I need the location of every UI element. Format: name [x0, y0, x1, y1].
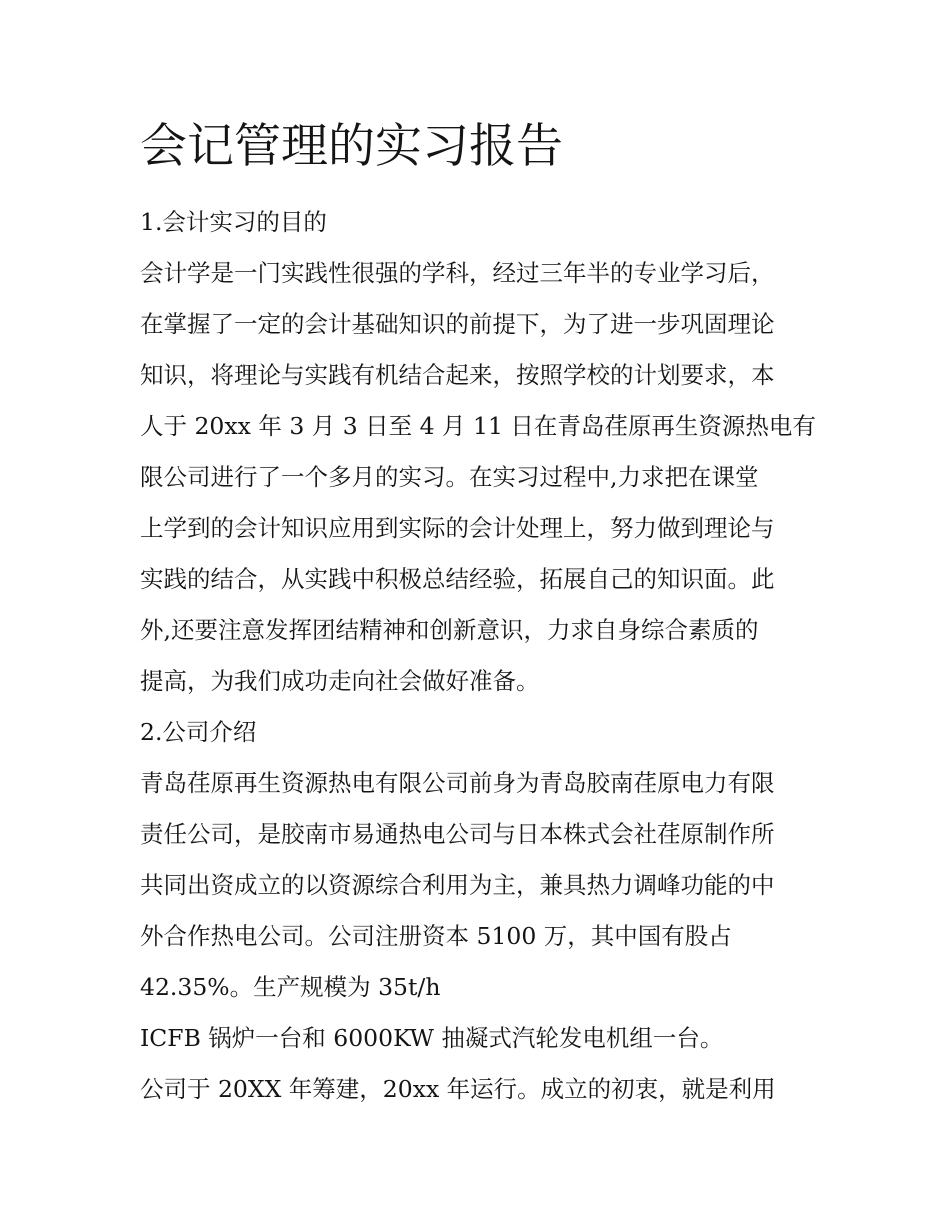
paragraph-line: 青岛荏原再生资源热电有限公司前身为青岛胶南荏原电力有限: [140, 769, 775, 797]
paragraph-line: 外,还要注意发挥团结精神和创新意识，力求自身综合素质的: [140, 616, 759, 644]
paragraph-line: 公司于 20XX 年筹建，20xx 年运行。成立的初衷，就是利用: [140, 1075, 776, 1103]
paragraph-line: 知识，将理论与实践有机结合起来，按照学校的计划要求，本: [140, 361, 775, 389]
paragraph-line: 上学到的会计知识应用到实际的会计处理上，努力做到理论与: [140, 514, 775, 542]
paragraph-line: 提高，为我们成功走向社会做好准备。: [140, 667, 540, 695]
paragraph-line: ICFB 锅炉一台和 6000KW 抽凝式汽轮发电机组一台。: [140, 1024, 724, 1052]
section-heading-company: 2.公司介绍: [140, 718, 257, 746]
document-body: [140, 197, 820, 1115]
paragraph-line: 限公司进行了一个多月的实习。在实习过程中,力求把在课堂: [140, 463, 759, 491]
paragraph-line: 人于 20xx 年 3 月 3 日至 4 月 11 日在青岛荏原再生资源热电有: [140, 412, 816, 440]
section-heading-purpose: 1.会计实习的目的: [140, 208, 327, 236]
paragraph-line: 实践的结合，从实践中积极总结经验，拓展自己的知识面。此: [140, 565, 775, 593]
paragraph-line: 共同出资成立的以资源综合利用为主，兼具热力调峰功能的中: [140, 871, 775, 899]
document-title: 会记管理的实习报告: [140, 119, 563, 174]
paragraph-line: 会计学是一门实践性很强的学科，经过三年半的专业学习后，: [140, 259, 775, 287]
paragraph-line: 42.35%。生产规模为 35t/h: [140, 973, 441, 1001]
paragraph-line: 责任公司，是胶南市易通热电公司与日本株式会社荏原制作所: [140, 820, 775, 848]
paragraph-line: 外合作热电公司。公司注册资本 5100 万，其中国有股占: [140, 922, 732, 950]
paragraph-line: 在掌握了一定的会计基础知识的前提下，为了进一步巩固理论: [140, 310, 775, 338]
